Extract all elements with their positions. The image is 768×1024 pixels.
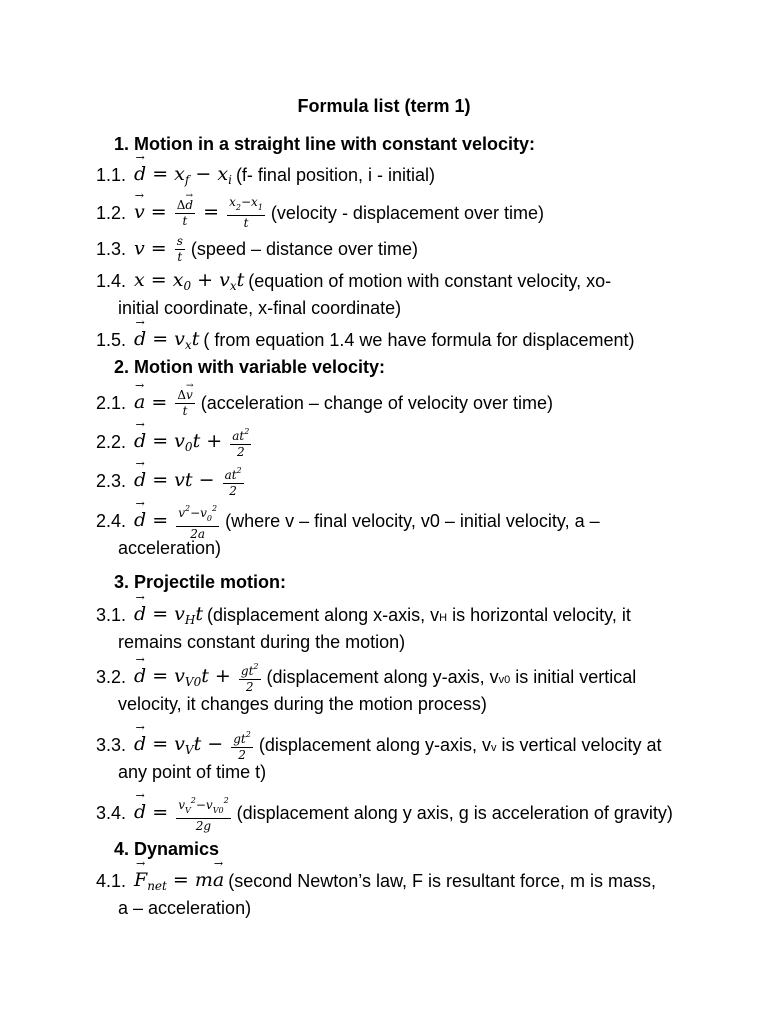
formula-1-1: → $d = x_f - x_i$: [134, 163, 232, 187]
item-description-continued: remains constant during the motion): [118, 632, 406, 652]
formula-item-2-2: [96, 427, 696, 457]
formula-4-1: → $F_{net} = m\to a$: [134, 869, 224, 893]
item-description-continued: acceleration): [118, 538, 222, 558]
formula-item-3-2: [96, 662, 696, 716]
item-number: 1.3.: [96, 238, 127, 259]
formula-item-2-1: [96, 388, 696, 418]
formula-item-1-5: [96, 325, 696, 355]
item-description: (equation of motion with constant velocity, xo-: [248, 270, 612, 291]
item-number: 2.4.: [96, 510, 127, 531]
formula-2-2: → $d = v_0t$ + $\frac{at^2}{2}$: [134, 425, 253, 459]
item-description-continued: initial coordinate, x-final coordinate): [118, 298, 402, 318]
item-description: (f- final position, i - initial): [235, 164, 436, 185]
item-description: (second Newton’s law, F is resultant force, m is mass,: [228, 870, 657, 891]
formula-item-2-4: [96, 503, 696, 560]
formula-item-1-2: [96, 195, 696, 230]
item-description-continued: a – acceleration): [118, 898, 252, 918]
item-description: (displacement along y axis, g is acceleration of gravity): [236, 802, 673, 823]
formula-2-3: → d = vt − $\frac{at^2}{2}$: [134, 464, 246, 498]
formula-3-2: → $d = v_{V0}t$ + $\frac{gt^2}{2}$: [134, 660, 263, 694]
page-title: Formula list (term 1): [297, 96, 471, 116]
section-heading-3: 3. Projectile motion:: [114, 572, 287, 592]
section-heading-2: 2. Motion with variable velocity:: [114, 357, 386, 377]
item-description: (acceleration – change of velocity over time): [200, 392, 553, 413]
section-heading-4: 4. Dynamics: [114, 839, 220, 859]
formula-1-5: → $d = v_xt$: [134, 328, 199, 352]
formula-item-2-3: [96, 466, 696, 496]
formula-3-1: → $d = v_Ht$: [134, 603, 203, 627]
formula-item-4-1: [96, 866, 696, 920]
item-description: (displacement along x-axis, vH is horizontal velocity, it: [207, 604, 631, 625]
formula-1-3: v = $\frac{s}{t}$: [134, 233, 183, 264]
formula-3-3: → $d = v_Vt$ − $\frac{gt^2}{2}$: [134, 728, 255, 762]
formula-2-4: → d = $\frac{v^2-v_0^2}{2a}$: [134, 502, 221, 541]
formula-item-1-3: [96, 234, 696, 264]
item-number: 2.2.: [96, 431, 127, 452]
formula-2-1: → a = $\frac{\Delta\to v}{t}$: [134, 389, 197, 418]
item-number: 3.2.: [96, 666, 127, 687]
item-number: 3.1.: [96, 604, 127, 625]
formula-item-1-1: [96, 160, 696, 190]
formula-item-3-4: [96, 795, 696, 833]
item-description-continued: velocity, it changes during the motion process): [118, 694, 487, 714]
item-number: 1.2.: [96, 202, 127, 223]
item-description-continued: any point of time t): [118, 762, 267, 782]
formula-3-4: → d = $\frac{v_V^2-v_{V0}^2}{2g}$: [134, 794, 233, 833]
item-description: (displacement along y-axis, vv0 is initial vertical: [266, 666, 637, 687]
item-number: 2.3.: [96, 470, 127, 491]
item-description: (speed – distance over time): [190, 238, 419, 259]
formula-1-4: $x = x_0 + v_xt$: [134, 269, 245, 293]
item-number: 3.3.: [96, 734, 127, 755]
item-description: (velocity - displacement over time): [270, 202, 545, 223]
item-description: (displacement along y-axis, vv is vertical velocity at: [258, 734, 662, 755]
item-number: 1.1.: [96, 164, 127, 185]
item-number: 1.4.: [96, 270, 127, 291]
formula-item-1-4: [96, 266, 696, 320]
item-number: 3.4.: [96, 802, 127, 823]
item-number: 1.5.: [96, 329, 127, 350]
formula-item-3-1: [96, 600, 696, 654]
item-description: (where v – final velocity, v0 – initial velocity, a –: [225, 510, 600, 531]
formula-item-3-3: [96, 730, 696, 784]
item-number: 2.1.: [96, 392, 127, 413]
item-description: ( from equation 1.4 we have formula for displacement): [203, 329, 635, 350]
section-heading-1: 1. Motion in a straight line with constant velocity:: [114, 134, 536, 154]
formula-1-2: → v = $\frac{\Delta\to d}{t}$ = $\frac{x_2-x_1}{t}$: [134, 196, 267, 230]
item-number: 4.1.: [96, 870, 127, 891]
